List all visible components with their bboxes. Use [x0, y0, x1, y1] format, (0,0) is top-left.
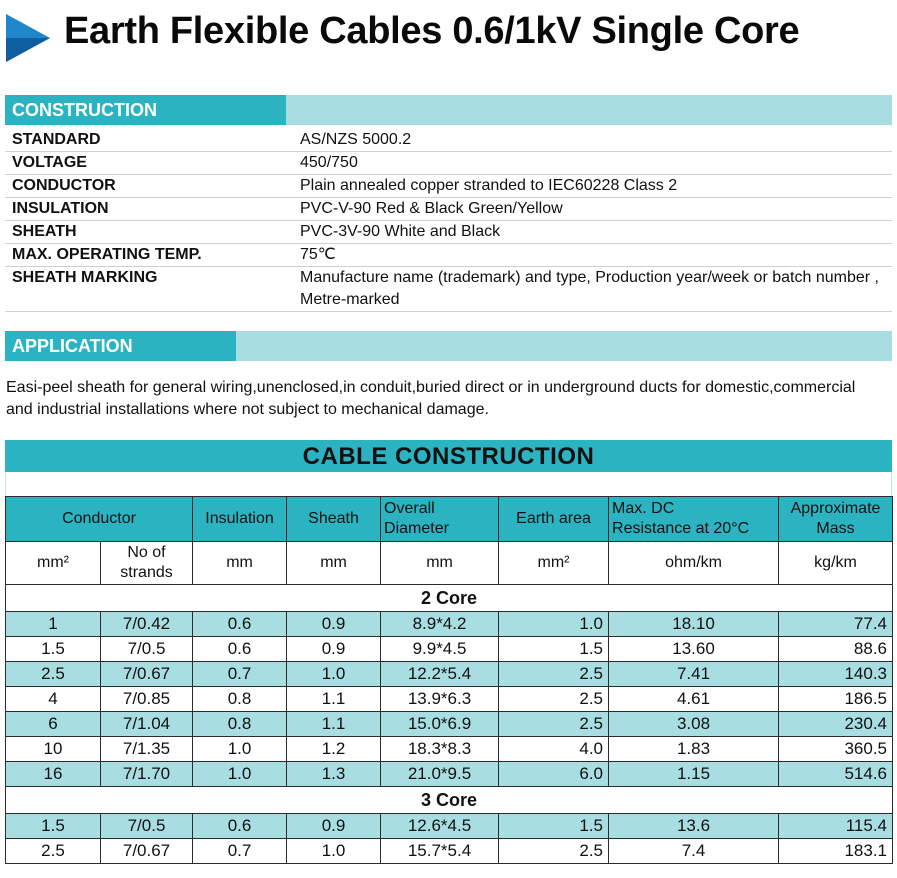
cell-sheath: 0.9 — [287, 637, 381, 662]
cell-strands: 7/0.5 — [101, 814, 193, 839]
unit-insulation: mm — [193, 542, 287, 585]
cell-sheath: 1.1 — [287, 712, 381, 737]
cell-resistance: 1.83 — [609, 737, 779, 762]
cell-insulation: 0.7 — [193, 839, 287, 864]
cell-earth-area: 1.5 — [499, 814, 609, 839]
table-row — [6, 814, 893, 839]
construction-key: STANDARD — [12, 131, 101, 148]
cell-insulation: 0.6 — [193, 637, 287, 662]
construction-key: SHEATH MARKING — [12, 269, 158, 286]
construction-value: Plain annealed copper stranded to IEC60228 Class 2 — [300, 177, 678, 194]
cell-insulation: 1.0 — [193, 762, 287, 787]
construction-header-bar — [5, 95, 892, 125]
cable-construction-body — [6, 585, 893, 864]
cell-earth-area: 1.0 — [499, 612, 609, 637]
cell-conductor: 4 — [6, 687, 101, 712]
cell-insulation: 0.7 — [193, 662, 287, 687]
header-maxdc-line-2: Resistance at 20°C — [612, 520, 750, 537]
unit-sheath: mm — [287, 542, 381, 585]
header-insulation: Insulation — [193, 497, 287, 542]
construction-key: INSULATION — [12, 200, 109, 217]
cell-mass: 183.1 — [779, 839, 893, 864]
cell-conductor: 1 — [6, 612, 101, 637]
cell-resistance: 1.15 — [609, 762, 779, 787]
cable-construction-heading: CABLE CONSTRUCTION — [5, 440, 892, 472]
core-group-label: 3 Core — [6, 787, 893, 814]
cell-strands: 7/1.04 — [101, 712, 193, 737]
cell-earth-area: 4.0 — [499, 737, 609, 762]
cell-strands: 7/0.67 — [101, 839, 193, 864]
header-maxdc-line-1: Max. DC — [612, 500, 675, 517]
cell-earth-area: 2.5 — [499, 687, 609, 712]
cell-strands: 7/1.70 — [101, 762, 193, 787]
application-line-1: Easi-peel sheath for general wiring,unenclosed,in conduit,buried direct or in underground ducts for domestic,commercial — [6, 379, 856, 396]
core-group-row — [6, 787, 893, 814]
cell-sheath: 1.3 — [287, 762, 381, 787]
cell-overall-diameter: 12.2*5.4 — [381, 662, 499, 687]
construction-value: AS/NZS 5000.2 — [300, 131, 412, 148]
header-mass-line-2: Mass — [816, 520, 855, 537]
header-row — [6, 497, 893, 542]
cell-resistance: 7.4 — [609, 839, 779, 864]
page-header — [0, 0, 897, 70]
construction-key: SHEATH — [12, 223, 77, 240]
cell-overall-diameter: 13.9*6.3 — [381, 687, 499, 712]
cell-mass: 230.4 — [779, 712, 893, 737]
cell-mass: 140.3 — [779, 662, 893, 687]
cell-sheath: 0.9 — [287, 612, 381, 637]
cell-conductor: 2.5 — [6, 662, 101, 687]
cell-resistance: 3.08 — [609, 712, 779, 737]
arrow-icon — [6, 14, 50, 62]
cell-insulation: 0.8 — [193, 687, 287, 712]
application-text — [6, 377, 892, 421]
sheath-marking-line-2: Metre-marked — [300, 291, 400, 308]
cell-strands: 7/1.35 — [101, 737, 193, 762]
cell-resistance: 4.61 — [609, 687, 779, 712]
construction-key: MAX. OPERATING TEMP. — [12, 246, 202, 263]
cell-mass: 77.4 — [779, 612, 893, 637]
construction-row — [5, 221, 892, 244]
construction-value: 75℃ — [300, 246, 336, 263]
cell-earth-area: 2.5 — [499, 662, 609, 687]
construction-row — [5, 198, 892, 221]
table-row — [6, 737, 893, 762]
cell-insulation: 1.0 — [193, 737, 287, 762]
header-conductor: Conductor — [6, 497, 193, 542]
cell-strands: 7/0.85 — [101, 687, 193, 712]
unit-mass: kg/km — [779, 542, 893, 585]
cell-mass: 186.5 — [779, 687, 893, 712]
cell-sheath: 1.0 — [287, 839, 381, 864]
construction-value: PVC-V-90 Red & Black Green/Yellow — [300, 200, 563, 217]
unit-strands-line-1: No of — [127, 544, 166, 561]
cable-construction-table — [5, 496, 893, 864]
units-row — [6, 542, 893, 585]
cell-conductor: 16 — [6, 762, 101, 787]
cell-sheath: 0.9 — [287, 814, 381, 839]
sheath-marking-line-1: Manufacture name (trademark) and type, Production year/week or batch number , — [300, 269, 879, 286]
header-mass-line-1: Approximate — [790, 500, 881, 517]
construction-key: VOLTAGE — [12, 154, 87, 171]
header-sheath: Sheath — [287, 497, 381, 542]
construction-value — [286, 267, 892, 311]
cell-insulation: 0.6 — [193, 612, 287, 637]
core-group-row — [6, 585, 893, 612]
construction-row — [5, 244, 892, 267]
header-max-dc-resistance — [609, 497, 779, 542]
cell-sheath: 1.1 — [287, 687, 381, 712]
construction-value: 450/750 — [300, 154, 358, 171]
core-group-label: 2 Core — [6, 585, 893, 612]
construction-row — [5, 175, 892, 198]
cell-earth-area: 2.5 — [499, 839, 609, 864]
table-row — [6, 637, 893, 662]
cell-sheath: 1.0 — [287, 662, 381, 687]
table-row — [6, 662, 893, 687]
cell-overall-diameter: 9.9*4.5 — [381, 637, 499, 662]
cell-overall-diameter: 12.6*4.5 — [381, 814, 499, 839]
cell-conductor: 1.5 — [6, 814, 101, 839]
cell-mass: 115.4 — [779, 814, 893, 839]
construction-heading: CONSTRUCTION — [5, 95, 286, 125]
table-row — [6, 612, 893, 637]
construction-value: PVC-3V-90 White and Black — [300, 223, 501, 240]
cell-resistance: 13.6 — [609, 814, 779, 839]
cell-conductor: 1.5 — [6, 637, 101, 662]
header-overall-diameter — [381, 497, 499, 542]
construction-row — [5, 267, 892, 312]
header-overall-line-2: Diameter — [384, 520, 449, 537]
header-earth-area: Earth area — [499, 497, 609, 542]
cell-mass: 514.6 — [779, 762, 893, 787]
page-title: Earth Flexible Cables 0.6/1kV Single Core — [64, 10, 800, 52]
cell-overall-diameter: 18.3*8.3 — [381, 737, 499, 762]
table-row — [6, 687, 893, 712]
cell-sheath: 1.2 — [287, 737, 381, 762]
construction-row — [5, 152, 892, 175]
unit-conductor: mm² — [6, 542, 101, 585]
unit-overall: mm — [381, 542, 499, 585]
cell-strands: 7/0.42 — [101, 612, 193, 637]
table-row — [6, 839, 893, 864]
cell-overall-diameter: 21.0*9.5 — [381, 762, 499, 787]
cell-strands: 7/0.5 — [101, 637, 193, 662]
cell-overall-diameter: 15.0*6.9 — [381, 712, 499, 737]
cable-construction-spacer — [5, 472, 892, 496]
cell-overall-diameter: 8.9*4.2 — [381, 612, 499, 637]
cell-overall-diameter: 15.7*5.4 — [381, 839, 499, 864]
cell-resistance: 7.41 — [609, 662, 779, 687]
header-approx-mass — [779, 497, 893, 542]
cell-mass: 360.5 — [779, 737, 893, 762]
application-line-2: and industrial installations where not subject to mechanical damage. — [6, 401, 489, 418]
cell-earth-area: 2.5 — [499, 712, 609, 737]
cell-earth-area: 6.0 — [499, 762, 609, 787]
cell-conductor: 2.5 — [6, 839, 101, 864]
application-header-bar — [5, 331, 892, 361]
table-row — [6, 762, 893, 787]
construction-key: CONDUCTOR — [12, 177, 116, 194]
unit-strands — [101, 542, 193, 585]
cell-conductor: 10 — [6, 737, 101, 762]
cell-insulation: 0.6 — [193, 814, 287, 839]
application-heading: APPLICATION — [5, 331, 236, 361]
table-row — [6, 712, 893, 737]
unit-resistance: ohm/km — [609, 542, 779, 585]
cell-earth-area: 1.5 — [499, 637, 609, 662]
construction-table — [5, 129, 892, 312]
cell-insulation: 0.8 — [193, 712, 287, 737]
header-overall-line-1: Overall — [384, 500, 435, 517]
construction-row — [5, 129, 892, 152]
cell-resistance: 18.10 — [609, 612, 779, 637]
cell-resistance: 13.60 — [609, 637, 779, 662]
cell-conductor: 6 — [6, 712, 101, 737]
unit-strands-line-2: strands — [120, 564, 173, 581]
cell-mass: 88.6 — [779, 637, 893, 662]
unit-earth: mm² — [499, 542, 609, 585]
cell-strands: 7/0.67 — [101, 662, 193, 687]
